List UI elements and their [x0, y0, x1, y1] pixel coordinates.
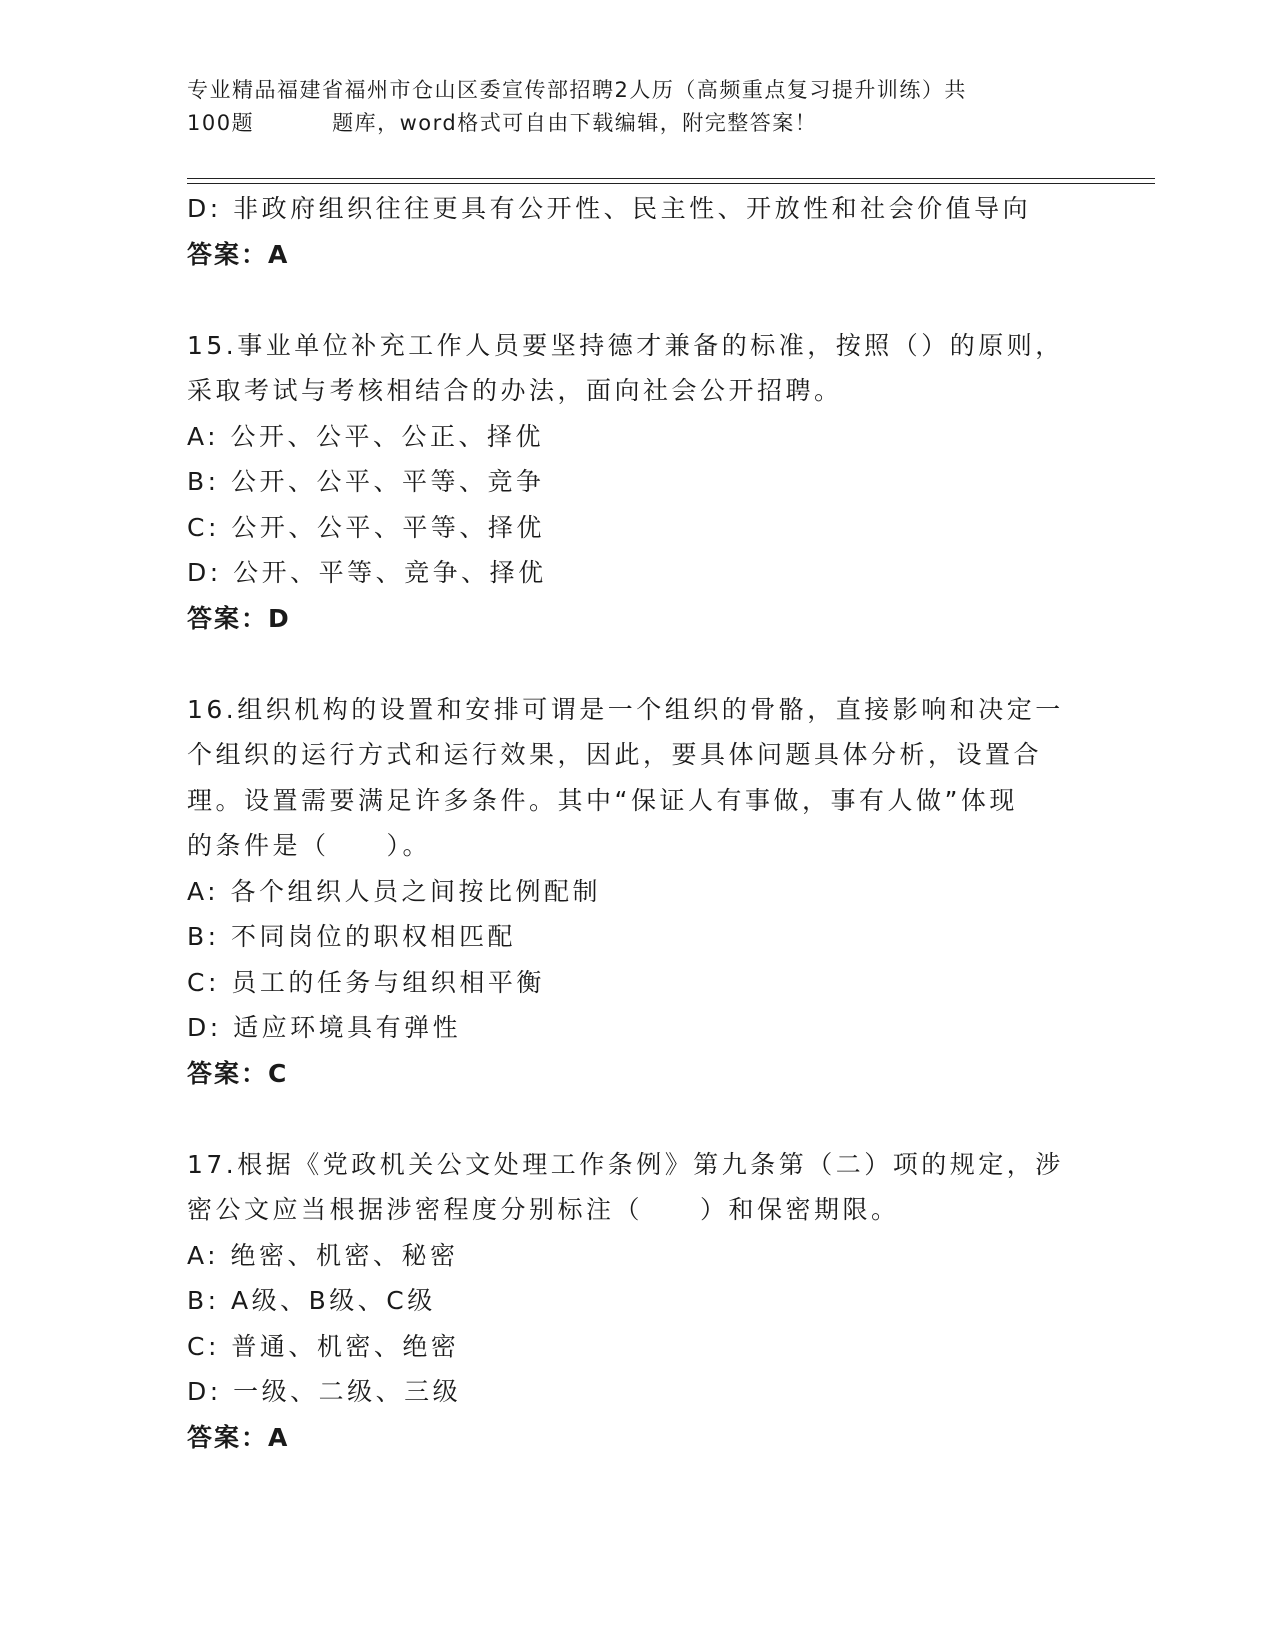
question-15	[187, 323, 1087, 642]
question-stem-line: 密公文应当根据涉密程度分别标注（ ）和保密期限。	[187, 1195, 900, 1224]
option-d: D: 适应环境具有弹性	[187, 1013, 462, 1042]
header-description: 题库，word格式可自由下载编辑，附完整答案！	[332, 111, 818, 135]
option-a: A: 公开、公平、公正、择优	[187, 421, 545, 451]
header-title-line-2	[187, 107, 1087, 140]
answer-line: 答案：C	[187, 1058, 289, 1088]
option-b: B: A级、B级、C级	[187, 1286, 436, 1315]
prev-question-option-d: D: 非政府组织往往更具有公开性、民主性、开放性和社会价值导向	[187, 194, 1032, 223]
answer-line: 答案：A	[187, 1422, 290, 1452]
header-divider-bottom	[187, 183, 1155, 184]
option-d: D: 公开、平等、竞争、择优	[187, 558, 547, 587]
header-divider-top	[187, 178, 1155, 179]
prev-question-answer: 答案：A	[187, 239, 290, 269]
question-17	[187, 1142, 1087, 1461]
option-c: C: 公开、公平、平等、择优	[187, 512, 545, 542]
question-stem-line: 理。设置需要满足许多条件。其中“保证人有事做，事有人做”体现	[187, 785, 1018, 815]
question-16	[187, 687, 1087, 1097]
option-b: B: 不同岗位的职权相匹配	[187, 922, 517, 951]
question-stem-line: 17.根据《党政机关公文处理工作条例》第九条第（二）项的规定，涉	[187, 1149, 1064, 1179]
header-title-line-1: 专业精品福建省福州市仓山区委宣传部招聘2人历（高频重点复习提升训练）共	[187, 78, 967, 102]
question-stem-line: 个组织的运行方式和运行效果，因此，要具体问题具体分析，设置合	[187, 740, 1043, 769]
question-stem-line: 采取考试与考核相结合的办法，面向社会公开招聘。	[187, 376, 843, 405]
question-stem-line: 15.事业单位补充工作人员要坚持德才兼备的标准，按照（）的原则，	[187, 330, 1064, 360]
option-b: B: 公开、公平、平等、竞争	[187, 467, 545, 496]
option-c: C: 普通、机密、绝密	[187, 1331, 460, 1361]
question-list	[187, 186, 1087, 1460]
question-stem-line: 16.组织机构的设置和安排可谓是一个组织的骨骼，直接影响和决定一	[187, 694, 1064, 724]
header-question-count: 100题	[187, 111, 255, 135]
option-d: D: 一级、二级、三级	[187, 1377, 462, 1406]
option-c: C: 员工的任务与组织相平衡	[187, 967, 545, 997]
option-a: A: 各个组织人员之间按比例配制	[187, 876, 602, 906]
page-header	[187, 74, 1087, 140]
question-stem-line: 的条件是（ ）。	[187, 831, 432, 860]
answer-line: 答案：D	[187, 603, 291, 633]
option-a: A: 绝密、机密、秘密	[187, 1240, 459, 1270]
